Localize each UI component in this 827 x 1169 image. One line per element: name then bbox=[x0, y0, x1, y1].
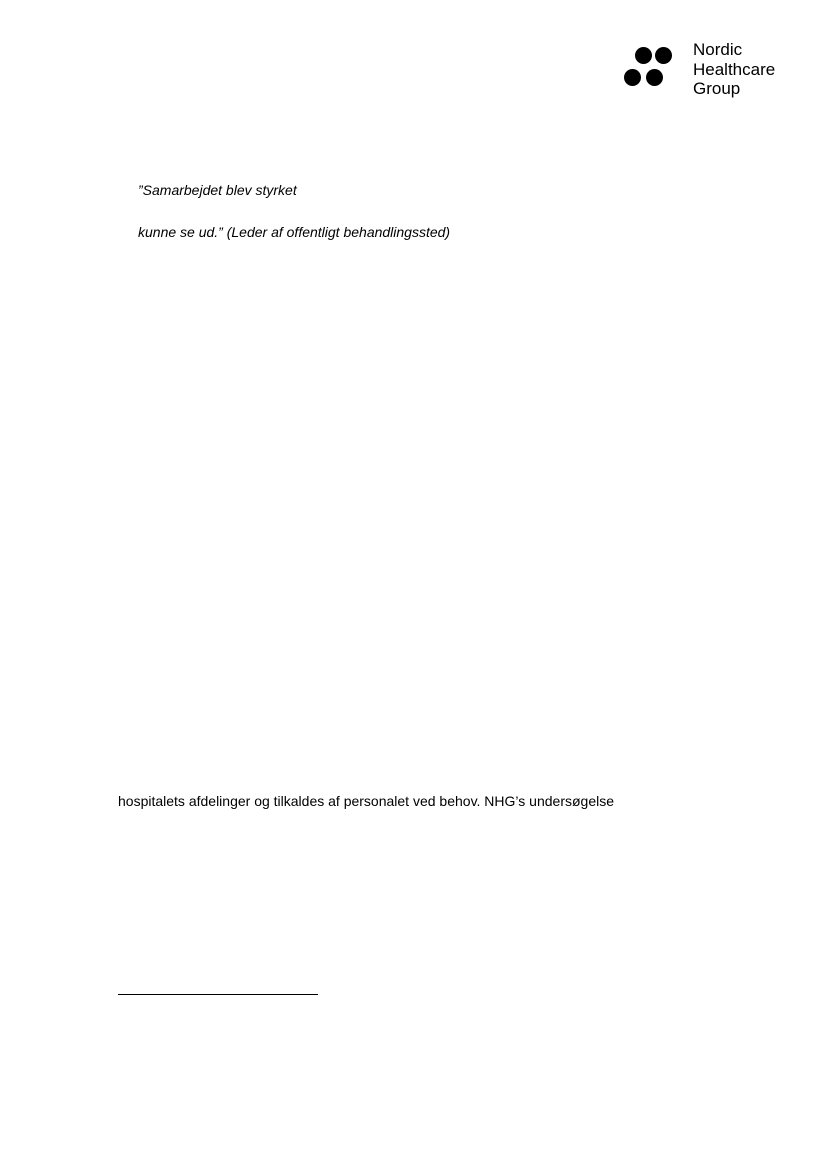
footnote-separator bbox=[118, 994, 318, 995]
logo-dot bbox=[646, 69, 663, 86]
quote-line-1: ”Samarbejdet blev styrket bbox=[138, 182, 297, 198]
logo-line-1: Nordic bbox=[693, 40, 743, 59]
logo-dots-icon bbox=[623, 40, 683, 100]
logo-line-2: Healthcare bbox=[693, 59, 776, 79]
logo-dot bbox=[624, 69, 641, 86]
logo-line-3: Group bbox=[693, 79, 741, 98]
quote-line-2: kunne se ud.” (Leder af offentligt behandlingssted) bbox=[138, 224, 451, 240]
logo-wordmark bbox=[693, 40, 775, 99]
logo-dot bbox=[635, 47, 652, 64]
nhg-logo bbox=[623, 40, 793, 100]
body-text-line: hospitalets afdelinger og tilkaldes af personalet ved behov. NHG’s undersøgelse bbox=[118, 793, 614, 809]
logo-dot bbox=[655, 47, 672, 64]
